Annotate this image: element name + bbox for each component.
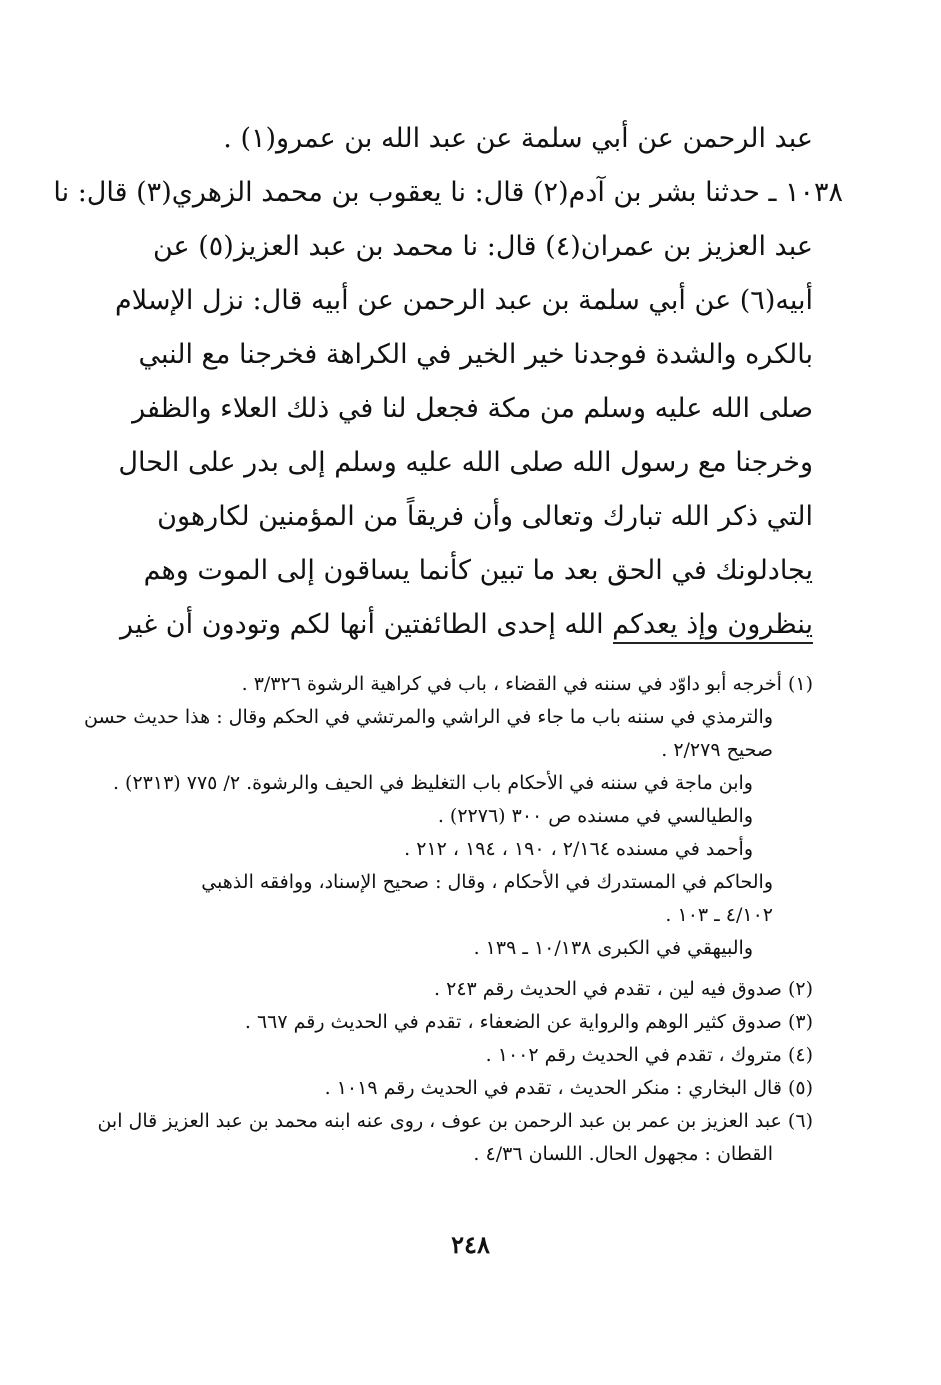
text-line: وخرجنا مع رسول الله صلى الله عليه وسلم إلى بدر على الحال xyxy=(118,447,813,478)
footnote-1-continuation: صحيح ٢/٢٧٩ . xyxy=(661,739,773,761)
footnote-2: (٢) صدوق فيه لين ، تقدم في الحديث رقم ٢٤٣ . xyxy=(434,978,813,1000)
main-text xyxy=(53,112,843,652)
footnote-1: (١) أخرجه أبو داوّد في سننه في القضاء ، باب في كراهية الرشوة ٣/٣٢٦ . xyxy=(241,673,813,695)
footnote-1-continuation: ٤/١٠٢ ـ ١٠٣ . xyxy=(665,904,773,926)
hadith-1038-opening-line: ١٠٣٨ ـ حدثنا بشر بن آدم(٢) قال: نا يعقوب بن محمد الزهري(٣) قال: نا xyxy=(53,177,843,208)
footnote-1-continuation: والبيهقي في الكبرى ١٠/١٣٨ ـ ١٣٩ . xyxy=(473,937,753,959)
footnote-4: (٤) متروك ، تقدم في الحديث رقم ١٠٠٢ . xyxy=(485,1044,813,1066)
footnote-1-continuation: وابن ماجة في سننه في الأحكام باب التغليظ في الحيف والرشوة. ٢/ ٧٧٥ (٢٣١٣) . xyxy=(112,772,753,794)
text-line: بالكره والشدة فوجدنا خير الخير في الكراهة فخرجنا مع النبي xyxy=(138,339,813,370)
footnote-5: (٥) قال البخاري : منكر الحديث ، تقدم في الحديث رقم ١٠١٩ . xyxy=(324,1077,813,1099)
text-line: التي ذكر الله تبارك وتعالى وأن فريقاً من المؤمنين لكارهون xyxy=(157,501,813,532)
footnotes xyxy=(84,668,813,1171)
footnote-3: (٣) صدوق كثير الوهم والرواية عن الضعفاء ، تقدم في الحديث رقم ٦٦٧ . xyxy=(244,1011,813,1033)
text-line: ينظرون وإذ يعدكم الله إحدى الطائفتين أنها لكم وتودون أن غير xyxy=(120,609,813,640)
footnote-1-continuation: والطيالسي في مسنده ص ٣٠٠ (٢٢٧٦) . xyxy=(437,805,753,827)
footnote-divider xyxy=(613,642,813,644)
footnote-6-continuation: القطان : مجهول الحال. اللسان ٤/٣٦ . xyxy=(473,1143,773,1165)
text-line: صلى الله عليه وسلم من مكة فجعل لنا في ذلك العلاء والظفر xyxy=(132,393,813,424)
text-line: أبيه(٦) عن أبي سلمة بن عبد الرحمن عن أبيه قال: نزل الإسلام xyxy=(115,285,813,316)
footnote-1-continuation: والحاكم في المستدرك في الأحكام ، وقال : صحيح الإسناد، ووافقه الذهبي xyxy=(201,871,773,893)
page-number: ٢٤٨ xyxy=(451,1230,490,1259)
text-line: يجادلونك في الحق بعد ما تبين كأنما يساقون إلى الموت وهم xyxy=(143,555,813,586)
text-line: عبد العزيز بن عمران(٤) قال: نا محمد بن عبد العزيز(٥) عن xyxy=(153,231,813,262)
text-line: عبد الرحمن عن أبي سلمة عن عبد الله بن عمرو(١) . xyxy=(223,123,813,154)
footnote-1-continuation: وأحمد في مسنده ٢/١٦٤ ، ١٩٠ ، ١٩٤ ، ٢١٢ . xyxy=(404,838,753,860)
footnote-1-continuation: والترمذي في سننه باب ما جاء في الراشي والمرتشي في الحكم وقال : هذا حديث حسن xyxy=(84,706,773,728)
footnote-6: (٦) عبد العزيز بن عمر بن عبد الرحمن بن عوف ، روى عنه ابنه محمد بن عبد العزيز قال ابن xyxy=(97,1110,813,1132)
